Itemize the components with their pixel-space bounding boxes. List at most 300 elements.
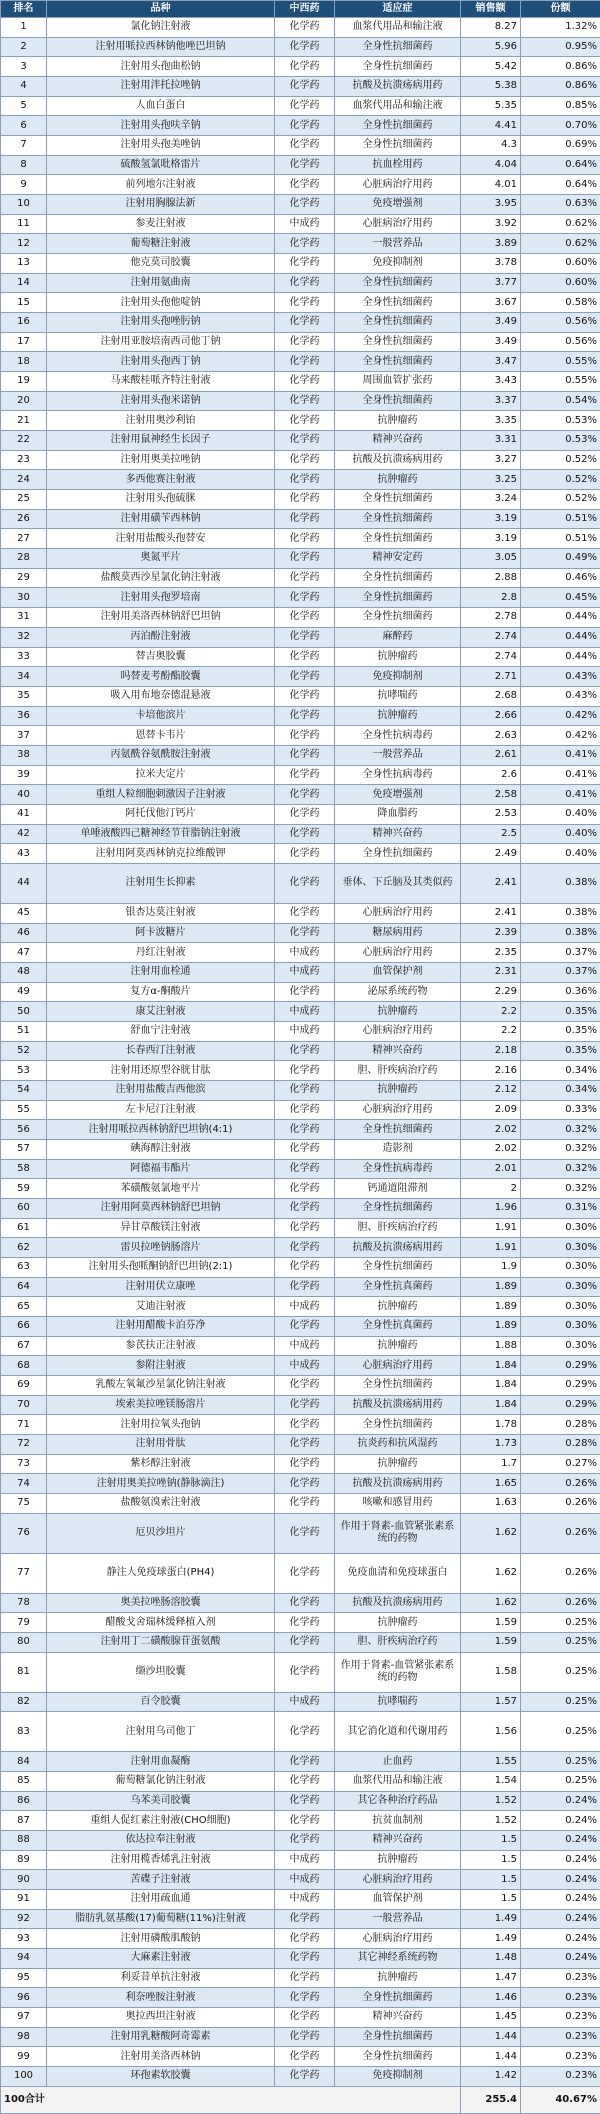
table-row [1, 254, 600, 274]
table-row [1, 1002, 600, 1022]
cell-variety: 注射用盐酸吉西他滨 [47, 1080, 275, 1100]
table-row [1, 116, 600, 136]
cell-indication: 作用于肾素-血管紧张素系统的药物 [335, 1652, 461, 1692]
cell-rank: 68 [1, 1356, 47, 1376]
cell-sales: 2.41 [461, 903, 521, 923]
cell-category: 化学药 [275, 1041, 335, 1061]
cell-rank: 60 [1, 1198, 47, 1218]
cell-sales: 2.29 [461, 982, 521, 1002]
cell-category: 化学药 [275, 1772, 335, 1792]
cell-share: 0.45% [521, 588, 600, 608]
cell-category: 化学药 [275, 588, 335, 608]
cell-indication: 心脏病治疗用药 [335, 214, 461, 234]
table-row [1, 1791, 600, 1811]
cell-indication: 全身性抗细菌药 [335, 1988, 461, 2008]
cell-indication: 其它神经系统药物 [335, 1949, 461, 1969]
cell-indication: 精神安定药 [335, 549, 461, 569]
table-row [1, 962, 600, 982]
cell-category: 化学药 [275, 647, 335, 667]
cell-rank: 87 [1, 1811, 47, 1831]
cell-sales: 2.18 [461, 1041, 521, 1061]
cell-rank: 49 [1, 982, 47, 1002]
cell-sales: 3.24 [461, 490, 521, 510]
cell-variety: 葡萄糖注射液 [47, 234, 275, 254]
cell-sales: 4.04 [461, 155, 521, 175]
cell-sales: 2.78 [461, 608, 521, 628]
cell-variety: 注射用血凝酶 [47, 1752, 275, 1772]
cell-category: 化学药 [275, 509, 335, 529]
cell-category: 化学药 [275, 1179, 335, 1199]
cell-share: 0.25% [521, 1633, 600, 1653]
table-row [1, 1218, 600, 1238]
cell-rank: 27 [1, 529, 47, 549]
cell-rank: 3 [1, 57, 47, 77]
cell-rank: 32 [1, 627, 47, 647]
cell-category: 化学药 [275, 155, 335, 175]
cell-category: 化学药 [275, 549, 335, 569]
cell-indication: 免疫增强剂 [335, 785, 461, 805]
table-row [1, 1633, 600, 1653]
cell-share: 0.35% [521, 1021, 600, 1041]
cell-rank: 35 [1, 686, 47, 706]
cell-variety: 吸入用布地奈德混悬液 [47, 686, 275, 706]
cell-rank: 11 [1, 214, 47, 234]
table-row [1, 1179, 600, 1199]
table-row [1, 982, 600, 1002]
cell-rank: 28 [1, 549, 47, 569]
table-row [1, 804, 600, 824]
cell-sales: 3.19 [461, 509, 521, 529]
table-row [1, 1356, 600, 1376]
cell-indication: 心脏病治疗用药 [335, 943, 461, 963]
cell-share: 0.24% [521, 1870, 600, 1890]
cell-indication: 周围血管扩张药 [335, 372, 461, 392]
cell-sales: 2.16 [461, 1061, 521, 1081]
cell-indication: 钙通道阻滞剂 [335, 1179, 461, 1199]
table-row [1, 824, 600, 844]
cell-variety: 注射用磺苄西林钠 [47, 509, 275, 529]
cell-indication: 降血脂药 [335, 804, 461, 824]
cell-variety: 舒血宁注射液 [47, 1021, 275, 1041]
table-header [1, 1, 600, 18]
header-rank: 排名 [1, 1, 47, 18]
cell-indication: 抗肿瘤药 [335, 1968, 461, 1988]
cell-category: 化学药 [275, 1080, 335, 1100]
cell-rank: 15 [1, 293, 47, 313]
cell-category: 中成药 [275, 1297, 335, 1317]
cell-share: 0.43% [521, 686, 600, 706]
cell-rank: 33 [1, 647, 47, 667]
table-row [1, 234, 600, 254]
cell-variety: 注射用头孢西丁钠 [47, 352, 275, 372]
cell-share: 0.32% [521, 1120, 600, 1140]
cell-indication: 其它消化道和代谢用药 [335, 1712, 461, 1752]
cell-category: 化学药 [275, 1988, 335, 2008]
cell-variety: 人血白蛋白 [47, 96, 275, 116]
cell-rank: 67 [1, 1336, 47, 1356]
cell-variety: 乌苯美司胶囊 [47, 1791, 275, 1811]
cell-variety: 左卡尼汀注射液 [47, 1100, 275, 1120]
table-row [1, 1198, 600, 1218]
cell-rank: 72 [1, 1435, 47, 1455]
cell-share: 0.24% [521, 1831, 600, 1851]
cell-indication: 全身性抗细菌药 [335, 509, 461, 529]
cell-indication: 血浆代用品和输注液 [335, 1772, 461, 1792]
cell-share: 0.35% [521, 1041, 600, 1061]
cell-share: 0.52% [521, 450, 600, 470]
cell-rank: 16 [1, 313, 47, 333]
cell-category: 化学药 [275, 1317, 335, 1337]
cell-variety: 马来酸桂哌齐特注射液 [47, 372, 275, 392]
cell-variety: 丙氨酰谷氨酰胺注射液 [47, 745, 275, 765]
cell-indication: 精神兴奋药 [335, 2008, 461, 2028]
table-row [1, 1297, 600, 1317]
cell-rank: 82 [1, 1692, 47, 1712]
table-row [1, 18, 600, 38]
cell-sales: 2.35 [461, 943, 521, 963]
cell-rank: 34 [1, 667, 47, 687]
cell-indication: 心脏病治疗用药 [335, 903, 461, 923]
table-row [1, 943, 600, 963]
cell-indication: 全身性抗病毒药 [335, 765, 461, 785]
cell-sales: 1.65 [461, 1474, 521, 1494]
cell-rank: 17 [1, 332, 47, 352]
cell-category: 化学药 [275, 765, 335, 785]
cell-sales: 1.89 [461, 1297, 521, 1317]
table-row [1, 1692, 600, 1712]
cell-variety: 注射用丁二磺酸腺苷蛋氨酸 [47, 1633, 275, 1653]
cell-rank: 24 [1, 470, 47, 490]
cell-indication: 抗肿瘤药 [335, 1297, 461, 1317]
cell-variety: 阿托伐他汀钙片 [47, 804, 275, 824]
cell-indication: 全身性抗细菌药 [335, 588, 461, 608]
table-row [1, 1949, 600, 1969]
cell-sales: 4.3 [461, 136, 521, 156]
cell-sales: 3.77 [461, 273, 521, 293]
cell-sales: 1.62 [461, 1513, 521, 1553]
table-row [1, 490, 600, 510]
cell-variety: 雷贝拉唑钠肠溶片 [47, 1238, 275, 1258]
cell-rank: 9 [1, 175, 47, 195]
cell-category: 化学药 [275, 923, 335, 943]
cell-indication: 糖尿病用药 [335, 923, 461, 943]
cell-rank: 78 [1, 1593, 47, 1613]
cell-share: 0.60% [521, 273, 600, 293]
cell-share: 0.55% [521, 352, 600, 372]
cell-variety: 异甘草酸镁注射液 [47, 1218, 275, 1238]
cell-share: 0.41% [521, 745, 600, 765]
cell-variety: 注射用鼠神经生长因子 [47, 431, 275, 451]
cell-variety: 苦碟子注射液 [47, 1870, 275, 1890]
table-row [1, 431, 600, 451]
table-row [1, 1613, 600, 1633]
cell-category: 化学药 [275, 1435, 335, 1455]
cell-sales: 3.25 [461, 470, 521, 490]
cell-share: 0.40% [521, 824, 600, 844]
table-row [1, 863, 600, 903]
table-row [1, 1494, 600, 1514]
cell-variety: 百令胶囊 [47, 1692, 275, 1712]
cell-share: 0.56% [521, 332, 600, 352]
cell-category: 化学药 [275, 706, 335, 726]
table-row [1, 1336, 600, 1356]
cell-category: 中成药 [275, 1850, 335, 1870]
cell-category: 化学药 [275, 1752, 335, 1772]
cell-sales: 3.78 [461, 254, 521, 274]
cell-share: 0.53% [521, 431, 600, 451]
cell-rank: 56 [1, 1120, 47, 1140]
cell-share: 0.37% [521, 962, 600, 982]
cell-share: 0.51% [521, 529, 600, 549]
cell-indication: 泌尿系统药物 [335, 982, 461, 1002]
cell-indication: 免疫抑制剂 [335, 667, 461, 687]
cell-rank: 69 [1, 1376, 47, 1396]
cell-sales: 3.95 [461, 195, 521, 215]
cell-variety: 苯磺酸氨氯地平片 [47, 1179, 275, 1199]
cell-indication: 全身性抗细菌药 [335, 332, 461, 352]
cell-category: 化学药 [275, 175, 335, 195]
cell-variety: 环孢素软胶囊 [47, 2067, 275, 2087]
cell-rank: 10 [1, 195, 47, 215]
cell-indication: 抗哮喘药 [335, 686, 461, 706]
header-row [1, 1, 600, 18]
cell-rank: 48 [1, 962, 47, 982]
cell-indication: 一般营养品 [335, 1909, 461, 1929]
cell-sales: 2.63 [461, 726, 521, 746]
cell-variety: 脂肪乳氨基酸(17)葡萄糖(11%)注射液 [47, 1909, 275, 1929]
cell-variety: 吗替麦考酚酯胶囊 [47, 667, 275, 687]
cell-indication: 免疫血清和免疫球蛋白 [335, 1553, 461, 1593]
cell-category: 化学药 [275, 234, 335, 254]
table-row [1, 1100, 600, 1120]
cell-category: 中成药 [275, 1692, 335, 1712]
header-category: 中西药 [275, 1, 335, 18]
table-row [1, 1159, 600, 1179]
cell-variety: 注射用醋酸卡泊芬净 [47, 1317, 275, 1337]
cell-sales: 1.62 [461, 1593, 521, 1613]
cell-sales: 1.42 [461, 2067, 521, 2087]
cell-share: 0.24% [521, 1850, 600, 1870]
table-row [1, 923, 600, 943]
cell-indication: 全身性抗病毒药 [335, 1159, 461, 1179]
table-row [1, 844, 600, 864]
cell-category: 化学药 [275, 332, 335, 352]
cell-category: 化学药 [275, 1257, 335, 1277]
cell-category: 化学药 [275, 1139, 335, 1159]
cell-variety: 他克莫司胶囊 [47, 254, 275, 274]
cell-sales: 1.48 [461, 1949, 521, 1969]
cell-variety: 注射用头孢美唑钠 [47, 136, 275, 156]
cell-rank: 74 [1, 1474, 47, 1494]
cell-category: 化学药 [275, 2047, 335, 2067]
header-share: 份额 [521, 1, 600, 18]
cell-share: 0.38% [521, 923, 600, 943]
cell-rank: 21 [1, 411, 47, 431]
cell-share: 0.69% [521, 136, 600, 156]
cell-indication: 全身性抗细菌药 [335, 1415, 461, 1435]
cell-sales: 2.74 [461, 627, 521, 647]
cell-category: 化学药 [275, 1061, 335, 1081]
cell-indication: 抗肿瘤药 [335, 470, 461, 490]
cell-sales: 1.49 [461, 1909, 521, 1929]
cell-variety: 注射用头孢米诺钠 [47, 391, 275, 411]
cell-variety: 注射用血栓通 [47, 962, 275, 982]
cell-indication: 抗酸及抗溃疡病用药 [335, 1238, 461, 1258]
cell-share: 0.41% [521, 785, 600, 805]
cell-category: 化学药 [275, 195, 335, 215]
cell-share: 0.60% [521, 254, 600, 274]
cell-indication: 抗肿瘤药 [335, 1002, 461, 1022]
cell-indication: 抗酸及抗溃疡病用药 [335, 1474, 461, 1494]
cell-indication: 全身性抗细菌药 [335, 1198, 461, 1218]
cell-share: 0.30% [521, 1218, 600, 1238]
cell-indication: 抗肿瘤药 [335, 647, 461, 667]
cell-share: 0.56% [521, 313, 600, 333]
cell-indication: 抗肿瘤药 [335, 411, 461, 431]
cell-indication: 抗血栓用药 [335, 155, 461, 175]
table-row [1, 588, 600, 608]
table-row [1, 1435, 600, 1455]
cell-category: 化学药 [275, 2067, 335, 2087]
cell-rank: 93 [1, 1929, 47, 1949]
cell-variety: 注射用拉氧头孢钠 [47, 1415, 275, 1435]
cell-category: 化学药 [275, 470, 335, 490]
cell-share: 0.55% [521, 372, 600, 392]
cell-variety: 埃索美拉唑镁肠溶片 [47, 1395, 275, 1415]
cell-share: 0.29% [521, 1376, 600, 1396]
table-row [1, 2067, 600, 2087]
cell-variety: 厄贝沙坦片 [47, 1513, 275, 1553]
cell-variety: 重组人粒细胞刺激因子注射液 [47, 785, 275, 805]
table-row [1, 1415, 600, 1435]
cell-category: 中成药 [275, 962, 335, 982]
cell-variety: 大麻素注射液 [47, 1949, 275, 1969]
table-row [1, 1395, 600, 1415]
table-row [1, 1513, 600, 1553]
cell-rank: 58 [1, 1159, 47, 1179]
cell-share: 0.25% [521, 1712, 600, 1752]
table-row [1, 391, 600, 411]
cell-share: 0.26% [521, 1553, 600, 1593]
cell-rank: 45 [1, 903, 47, 923]
cell-indication: 全身性抗细菌药 [335, 2047, 461, 2067]
cell-indication: 血浆代用品和输注液 [335, 96, 461, 116]
cell-variety: 醋酸戈舍瑞林缓释植入剂 [47, 1613, 275, 1633]
table-row [1, 96, 600, 116]
cell-category: 化学药 [275, 1929, 335, 1949]
cell-category: 化学药 [275, 1613, 335, 1633]
cell-share: 0.51% [521, 509, 600, 529]
cell-indication: 免疫抑制剂 [335, 2067, 461, 2087]
cell-indication: 全身性抗细菌药 [335, 391, 461, 411]
cell-indication: 精神兴奋药 [335, 824, 461, 844]
table-row [1, 273, 600, 293]
cell-category: 中成药 [275, 1002, 335, 1022]
cell-share: 0.25% [521, 1652, 600, 1692]
cell-variety: 注射用氨曲南 [47, 273, 275, 293]
cell-rank: 75 [1, 1494, 47, 1514]
cell-variety: 紫杉醇注射液 [47, 1454, 275, 1474]
cell-sales: 2.61 [461, 745, 521, 765]
cell-rank: 55 [1, 1100, 47, 1120]
table-row [1, 1909, 600, 1929]
cell-sales: 1.59 [461, 1613, 521, 1633]
cell-rank: 39 [1, 765, 47, 785]
cell-rank: 36 [1, 706, 47, 726]
table-row [1, 1376, 600, 1396]
cell-indication: 心脏病治疗用药 [335, 175, 461, 195]
table-row [1, 1238, 600, 1258]
table-row [1, 293, 600, 313]
total-sales: 255.4 [461, 2086, 521, 2113]
cell-indication: 全身性抗病毒药 [335, 726, 461, 746]
cell-category: 化学药 [275, 136, 335, 156]
cell-indication: 全身性抗细菌药 [335, 608, 461, 628]
cell-rank: 76 [1, 1513, 47, 1553]
cell-rank: 85 [1, 1772, 47, 1792]
cell-rank: 61 [1, 1218, 47, 1238]
cell-variety: 注射用哌拉西林钠他唑巴坦钠 [47, 37, 275, 57]
cell-indication: 全身性抗细菌药 [335, 568, 461, 588]
cell-category: 化学药 [275, 1218, 335, 1238]
cell-share: 0.37% [521, 943, 600, 963]
cell-variety: 注射用头孢哌酮钠舒巴坦钠(2:1) [47, 1257, 275, 1277]
cell-sales: 3.37 [461, 391, 521, 411]
cell-rank: 26 [1, 509, 47, 529]
cell-variety: 盐酸氨溴索注射液 [47, 1494, 275, 1514]
cell-sales: 5.35 [461, 96, 521, 116]
cell-indication: 胆、肝疾病治疗药 [335, 1633, 461, 1653]
cell-variety: 注射用磷酸肌酸钠 [47, 1929, 275, 1949]
cell-share: 0.23% [521, 2047, 600, 2067]
cell-category: 化学药 [275, 372, 335, 392]
cell-share: 0.42% [521, 706, 600, 726]
cell-rank: 83 [1, 1712, 47, 1752]
cell-rank: 8 [1, 155, 47, 175]
cell-category: 化学药 [275, 844, 335, 864]
cell-rank: 99 [1, 2047, 47, 2067]
table-row [1, 313, 600, 333]
cell-sales: 3.31 [461, 431, 521, 451]
cell-category: 化学药 [275, 1395, 335, 1415]
cell-rank: 94 [1, 1949, 47, 1969]
cell-variety: 注射用阿莫西林钠舒巴坦钠 [47, 1198, 275, 1218]
table-row [1, 509, 600, 529]
cell-sales: 3.27 [461, 450, 521, 470]
cell-variety: 注射用乳糖酸阿奇霉素 [47, 2027, 275, 2047]
cell-category: 化学药 [275, 804, 335, 824]
cell-variety: 葡萄糖氯化钠注射液 [47, 1772, 275, 1792]
cell-share: 0.24% [521, 1890, 600, 1910]
cell-category: 化学药 [275, 745, 335, 765]
table-row [1, 627, 600, 647]
cell-rank: 37 [1, 726, 47, 746]
cell-sales: 1.46 [461, 1988, 521, 2008]
cell-category: 化学药 [275, 431, 335, 451]
cell-sales: 5.38 [461, 77, 521, 97]
cell-variety: 注射用泮托拉唑钠 [47, 77, 275, 97]
cell-category: 中成药 [275, 1890, 335, 1910]
cell-variety: 康艾注射液 [47, 1002, 275, 1022]
cell-sales: 2.02 [461, 1120, 521, 1140]
cell-sales: 1.47 [461, 1968, 521, 1988]
cell-rank: 7 [1, 136, 47, 156]
table-row [1, 1061, 600, 1081]
cell-category: 化学药 [275, 1376, 335, 1396]
cell-indication: 全身性抗细菌药 [335, 1257, 461, 1277]
cell-share: 0.35% [521, 1002, 600, 1022]
table-row [1, 1890, 600, 1910]
